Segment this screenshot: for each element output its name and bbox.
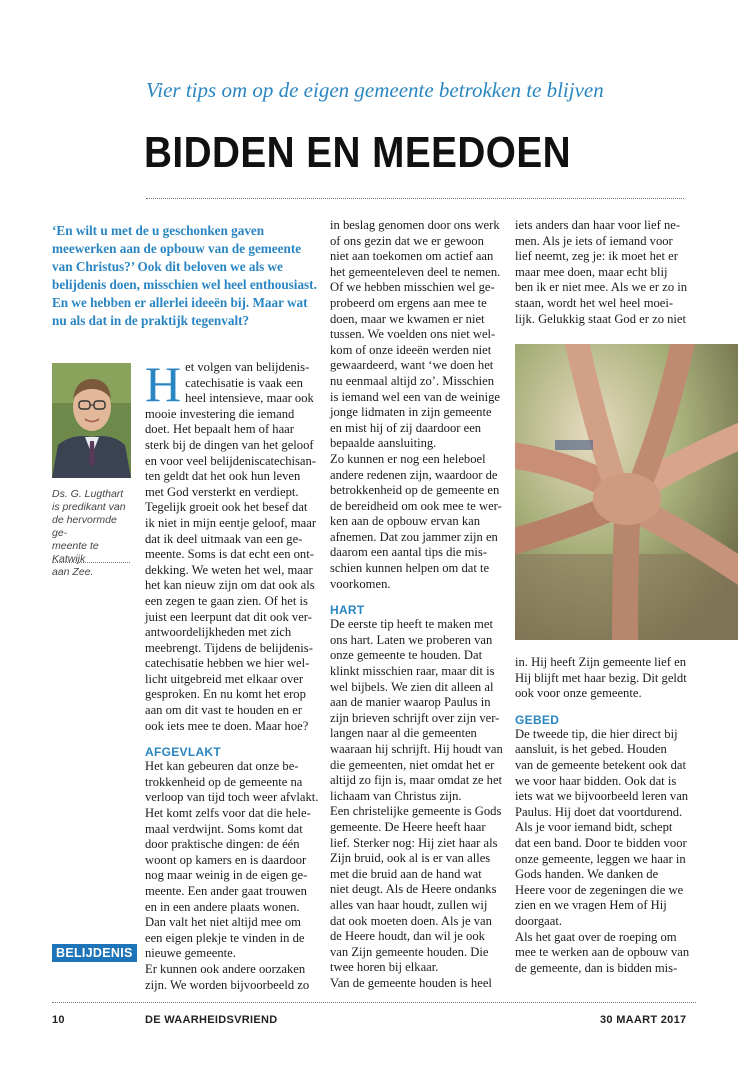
text-line: het kan nieuw zijn om dat ook als <box>145 578 315 593</box>
text-line: van Zijn gemeente houden. Die <box>330 944 489 959</box>
caption-line: de hervormde ge- <box>52 514 117 539</box>
text-line: aan om dit vast te houden en er <box>145 703 303 718</box>
text-line: een zegen te gaan zien. Of het is <box>145 593 308 608</box>
text-line: Zo kunnen er nog een heleboel <box>330 451 486 466</box>
text-line: voorkomen. <box>330 576 391 591</box>
text-line: aansluit, is het gebed. Houden <box>515 742 667 757</box>
text-line: ik niet in mijn eentje geloof, maar <box>145 515 317 530</box>
article-title: BIDDEN EN MEEDOEN <box>144 128 571 177</box>
text-line: iets wat we bijvoorbeeld leren van <box>515 789 689 804</box>
text-line: mooie investering die iemand <box>145 406 295 421</box>
text-line: Gods handen. We danken de <box>515 867 659 882</box>
text-line: de bereidheid om ook mee te wer- <box>330 498 502 513</box>
text-line: onze gemeente, leggen we haar in <box>515 851 686 866</box>
issue-date: 30 MAART 2017 <box>600 1014 687 1026</box>
column-3 <box>515 218 705 327</box>
intro-lead: ‘En wilt u met de u geschonken gaven meewerken aan de opbouw van de gemeente van Christus?’ Ook dit beloven we als we belijdenis doen, misschien wel heel enthousiast. En we hebben er allerlei ideeën bij. Maar wat nu als dat in de praktijk tegenvalt? <box>52 223 317 328</box>
text-line: woont op kamers en is daardoor <box>145 852 307 867</box>
text-line: het gemeenteleven deel te nemen. <box>330 264 501 279</box>
text-line: heel intensieve, maar ook <box>185 391 314 406</box>
article-subtitle: Vier tips om op de eigen gemeente betrokken te blijven <box>146 78 604 102</box>
page-number: 10 <box>52 1014 65 1026</box>
text-line: doorgaat. <box>515 913 562 928</box>
text-line: door praktische dingen: de één <box>145 837 300 852</box>
text-line: ook iets mee te doen. Maar hoe? <box>145 718 309 733</box>
text-line: met God versterkt en verdiept. <box>145 484 299 499</box>
text-line: dat ik deel uitmaak van een ge- <box>145 531 303 546</box>
text-line: lief neemt, zeg je: ik moet het er <box>515 249 678 264</box>
text-line: nog maar weinig in de eigen ge- <box>145 868 308 883</box>
section-heading-afgevlakt: AFGEVLAKT <box>145 745 222 760</box>
text-line: lichaam van Christus zijn. <box>330 788 462 803</box>
text-line: Van de gemeente houden is heel <box>330 975 492 990</box>
text-line: de gemeente, dan is bidden mis- <box>515 960 678 975</box>
section-heading-hart: HART <box>330 603 365 618</box>
title-divider <box>146 198 684 199</box>
col3-text-after <box>515 655 715 702</box>
text-line: en mist hij of zij daardoor een <box>330 420 482 435</box>
text-line: van de gemeente betekent ook dat <box>515 757 686 772</box>
text-line: trokkenheid op de gemeente na <box>145 774 303 789</box>
text-line: Dan valt het niet altijd mee om <box>145 915 301 930</box>
text-line: wel bijbels. We zien dit alleen al <box>330 679 494 694</box>
caption-line: Ds. G. Lugthart <box>52 488 124 500</box>
col2-section <box>330 617 505 991</box>
col3-text <box>515 218 705 327</box>
text-line: nu eenmaal altijd zo’. Misschien <box>330 373 495 388</box>
text-line: of ons gezin dat we er gewoon <box>330 233 484 248</box>
text-line: ons hart. Laten we proberen van <box>330 632 493 647</box>
text-line: De eerste tip heeft te maken met <box>330 617 493 632</box>
text-line: Of we hebben misschien wel ge- <box>330 280 495 295</box>
text-line: verloop van tijd toch weer afvlakt. <box>145 790 319 805</box>
text-line: langen naar al die gemeenten <box>330 726 477 741</box>
text-line: staan, wordt het wel heel moei- <box>515 295 674 310</box>
text-line: afnemen. Dat zou jammer zijn en <box>330 529 498 544</box>
text-line: niet deugt. Als de Heere ondanks <box>330 882 497 897</box>
text-line: en in een andere plaats wonen. <box>145 899 300 914</box>
text-line: bepaalde aansluiting. <box>330 436 437 451</box>
text-line: de Heere houdt, dan wil je ook <box>330 929 485 944</box>
caption-line: meente te Katwijk <box>52 540 99 565</box>
text-line: men. Als je iets of iemand voor <box>515 233 673 248</box>
caption-line: is predikant van <box>52 501 126 513</box>
text-line: mee te werken aan de opbouw van <box>515 945 690 960</box>
text-line: in. Hij heeft Zijn gemeente lief en <box>515 655 686 669</box>
text-line: we voor haar bidden. Ook dat is <box>515 773 677 788</box>
text-line: schien kunnen helpen om dat te <box>330 561 490 576</box>
text-line: Het kan gebeuren dat onze be- <box>145 759 299 774</box>
text-line: dat een band. Door te bidden voor <box>515 835 687 850</box>
caption-divider <box>52 562 130 563</box>
text-line: doet. Het bepaalt hem of haar <box>145 422 294 437</box>
text-line: iets anders dan haar voor lief ne- <box>515 218 681 232</box>
text-line: dat ook moeten doen. Als je van <box>330 913 492 928</box>
text-line: nieuwe gemeente. <box>145 946 236 961</box>
text-line: antwoordelijkheden met zich <box>145 625 292 640</box>
text-line: meente. Een ander gaat trouwen <box>145 884 307 898</box>
text-line: Er kunnen ook andere oorzaken <box>145 961 306 976</box>
text-line: kom of onze ideeën werden niet <box>330 342 492 357</box>
text-line: meebrengt. Tijdens de belijdenis- <box>145 640 313 655</box>
footer-divider <box>52 1002 696 1003</box>
author-photo <box>52 363 131 478</box>
text-line: alles van haar houdt, zullen wij <box>330 897 488 912</box>
text-line: et volgen van belijdenis- <box>185 360 310 374</box>
text-line: Zijn bruid, ook al is er van alles <box>330 851 491 866</box>
column-2 <box>330 218 505 992</box>
column-3-continued <box>515 655 715 976</box>
text-line: maal verdwijnt. Soms komt dat <box>145 821 303 836</box>
text-line: jonge lidmaten in zijn gemeente <box>330 405 492 420</box>
text-line: gewaardeerd, want ‘we doen het <box>330 358 494 373</box>
text-line: Paulus. Hij doet dat voortdurend. <box>515 804 683 819</box>
text-line: ken aan de opbouw ervan kan <box>330 514 481 529</box>
text-line: Als je voor iemand bidt, schept <box>515 820 673 835</box>
text-line: die gemeenten, niet omdat het er <box>330 757 495 772</box>
col1-section <box>145 759 319 993</box>
text-line: zijn. We worden bijvoorbeeld zo <box>145 977 310 992</box>
text-line: Het komt zelfs voor dat die hele- <box>145 806 311 821</box>
text-line: waaraan hij schrijft. Hij houdt van <box>330 742 503 756</box>
text-line: meente. Soms is dat echt een ont- <box>145 547 314 562</box>
drop-cap: H <box>145 356 182 412</box>
text-line: klinkt misschien raar, maar dit is <box>330 664 495 679</box>
text-line: juist een leerpunt dat dit ook ver- <box>145 609 312 624</box>
category-tag: BELIJDENIS <box>52 944 137 962</box>
text-line: niet aan toekomen om actief aan <box>330 249 494 264</box>
text-line: andere redenen zijn, waardoor de <box>330 467 498 482</box>
text-line: Heere voor de zegeningen die we <box>515 882 684 897</box>
col3-section <box>515 727 715 977</box>
text-line: een eigen plekje te vinden in de <box>145 930 305 945</box>
text-line: licht uitgebreid met elkaar over <box>145 671 304 686</box>
column-1 <box>145 356 319 993</box>
col2-text <box>330 218 505 592</box>
text-line: ben ik er niet mee. Als we er zo in <box>515 280 688 295</box>
text-line: gesproken. En nu komt het erop <box>145 687 306 702</box>
text-line: altijd zo fijn is, maar omdat ze het <box>330 773 503 788</box>
text-line: gemeente. De Heere heeft haar <box>330 819 486 834</box>
text-line: aan de manier waarop Paulus in <box>330 695 491 710</box>
text-line: maar mee doen, maar echt blij <box>515 264 668 279</box>
text-line: betrokkenheid op de gemeente en <box>330 483 500 498</box>
text-line: is iemand wel een van de weinige <box>330 389 500 404</box>
publication-name: DE WAARHEIDSVRIEND <box>145 1014 278 1026</box>
text-line: lief. Sterker nog: Hij ziet haar als <box>330 835 498 850</box>
caption-line: aan Zee. <box>52 566 94 578</box>
text-line: Tegelijk groeit ook het besef dat <box>145 500 308 515</box>
text-line: twee horen bij elkaar. <box>330 960 439 975</box>
text-line: dekking. We weten het wel, maar <box>145 562 313 577</box>
col1-opening <box>145 356 317 734</box>
text-line: en voor veel belijdeniscatechisan- <box>145 453 316 468</box>
text-line: onze gemeente te houden. Dat <box>330 648 483 663</box>
text-line: tussen. We voelden ons niet wel- <box>330 327 496 342</box>
text-line: daarom een aantal tips die mis- <box>330 545 488 560</box>
section-heading-gebed: GEBED <box>515 712 560 727</box>
text-line: De tweede tip, die hier direct bij <box>515 726 678 741</box>
text-line: Als het gaat over de roeping om <box>515 929 677 944</box>
text-line: catechisatie hebben we hier wel- <box>145 656 310 671</box>
text-line: in beslag genomen door ons werk <box>330 218 500 232</box>
hands-photo <box>515 344 738 640</box>
text-line: sterk bij de dingen van het geloof <box>145 437 314 452</box>
text-line: catechisatie is vaak een <box>185 375 303 390</box>
text-line: Een christelijke gemeente is Gods <box>330 804 502 819</box>
text-line: zien en we vragen Hem of Hij <box>515 898 667 913</box>
text-line: zijn brieven schrijft over zijn ver- <box>330 710 500 725</box>
text-line: probeerd om ergens aan mee te <box>330 295 487 310</box>
text-line: met die bruid aan de hand wat <box>330 866 482 881</box>
text-line: doen, maar we kwamen er niet <box>330 311 485 326</box>
text-line: Hij blijft met haar bezig. Dit geldt <box>515 670 687 685</box>
photo-caption <box>52 488 134 579</box>
text-line: lijk. Gelukkig staat God er zo niet <box>515 311 687 326</box>
text-line: ook voor onze gemeente. <box>515 686 642 701</box>
text-line: ten geldt dat het ook hun leven <box>145 469 301 484</box>
